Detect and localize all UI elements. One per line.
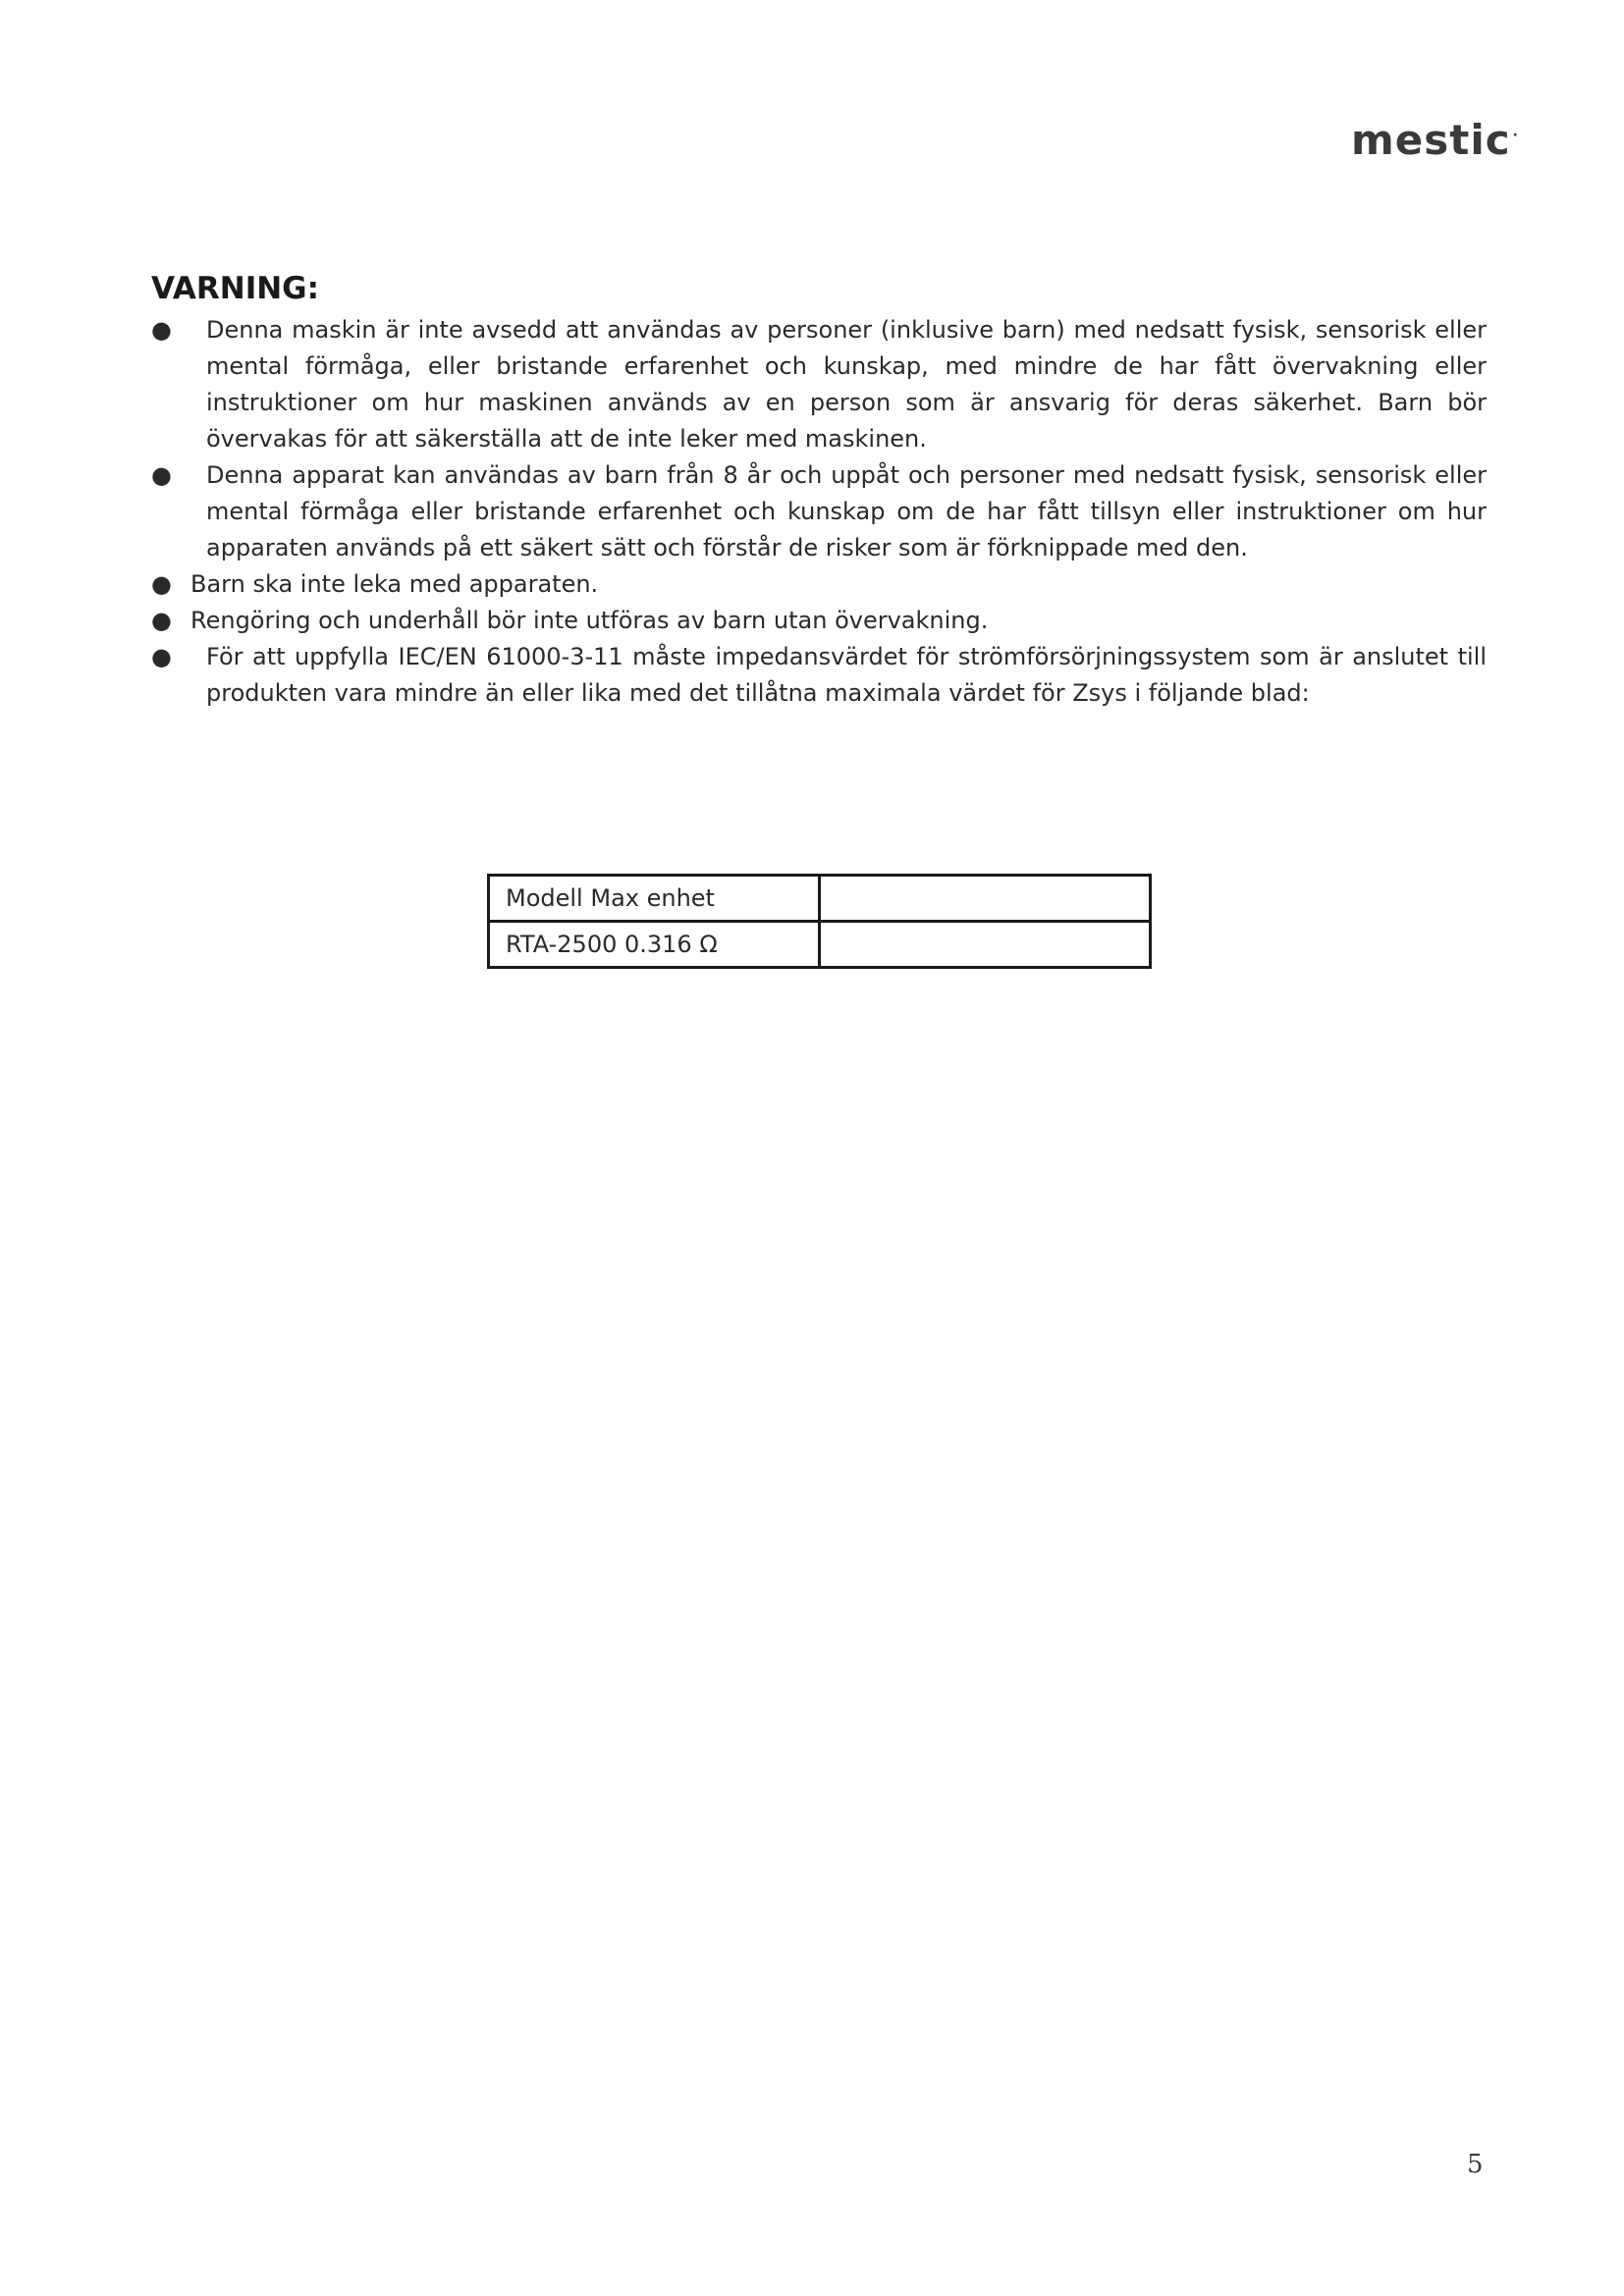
- bullet-icon: ●: [151, 643, 172, 670]
- table-row: [489, 876, 1151, 922]
- impedance-table: [487, 874, 1152, 969]
- warning-text: Rengöring och underhåll bör inte utföras av barn utan övervakning.: [190, 607, 989, 634]
- brand-mark: ·: [1512, 128, 1519, 143]
- warning-heading: VARNING:: [151, 271, 320, 306]
- warning-item: [151, 312, 1487, 457]
- bullet-icon: ●: [151, 316, 172, 344]
- table-row: [489, 922, 1151, 968]
- warning-text: För att uppfylla IEC/EN 61000-3-11 måste impedansvärdet för strömförsörjningssystem som är anslutet till produkten vara mindre än eller lika med det tillåtna maximala värdet för Zsys i följande blad:: [206, 643, 1487, 707]
- bullet-icon: ●: [151, 607, 172, 634]
- table-cell: Modell Max enhet: [489, 876, 820, 922]
- warning-item: [151, 639, 1487, 712]
- warning-text: Denna maskin är inte avsedd att användas av personer (inklusive barn) med nedsatt fysisk, sensorisk eller mental förmåga, eller bristande erfarenhet och kunskap, med mindre de har fått övervakning eller instruktioner om hur maskinen används av en person som är ansvarig för deras säkerhet. Barn bör övervakas för att säkerställa att de inte leker med maskinen.: [206, 316, 1487, 453]
- table-cell: RTA-2500 0.316 Ω: [489, 922, 820, 968]
- page-number: 5: [1467, 2150, 1484, 2179]
- table-cell: [820, 876, 1151, 922]
- bullet-icon: ●: [151, 461, 172, 489]
- warning-text: Denna apparat kan användas av barn från 8 år och uppåt och personer med nedsatt fysisk, sensorisk eller mental förmåga eller bristande erfarenhet och kunskap om de har fått tillsyn eller instruktioner om hur apparaten används på ett säkert sätt och förstår de risker som är förknippade med den.: [206, 461, 1487, 561]
- table-cell: [820, 922, 1151, 968]
- brand-logo: [1351, 116, 1519, 164]
- warning-item: [151, 566, 1487, 603]
- brand-name: mestic: [1351, 116, 1511, 164]
- warning-list: [151, 312, 1487, 712]
- warning-item: [151, 603, 1487, 639]
- warning-item: [151, 457, 1487, 566]
- warning-text: Barn ska inte leka med apparaten.: [190, 570, 599, 598]
- bullet-icon: ●: [151, 570, 172, 598]
